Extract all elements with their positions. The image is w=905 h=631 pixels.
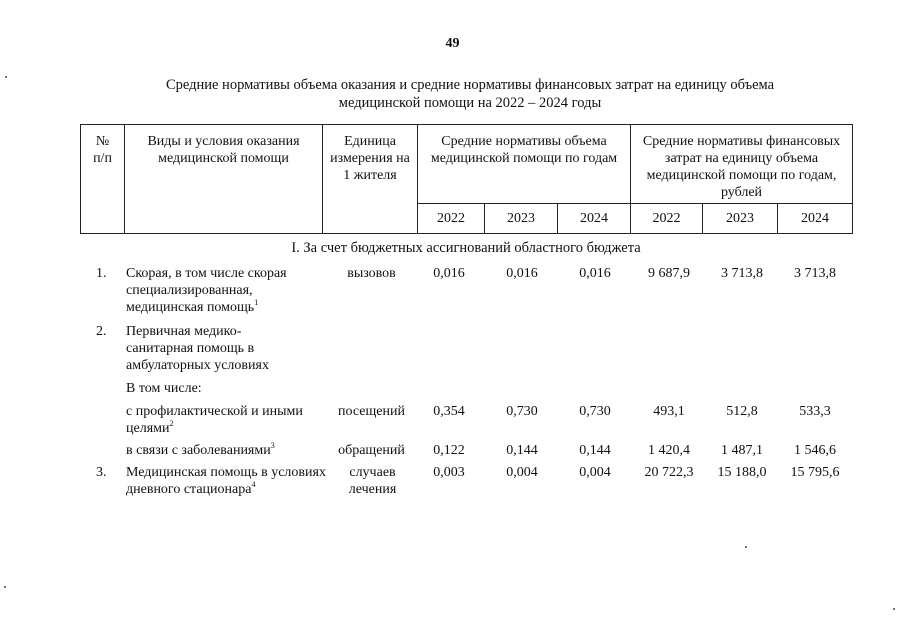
scan-speck [893,608,895,610]
title-line-1: Средние нормативы объема оказания и средние нормативы финансовых затрат на единицу объема [165,77,775,93]
footnote-marker: 2 [169,419,174,428]
footnote-marker: 1 [254,298,259,307]
header-finance: Средние нормативы финансовых затрат на единицу объема медицинской помощи по годам, рублей [631,125,853,204]
row-number: 3. [96,465,107,480]
row-value: 0,016 [506,266,538,281]
row-value: 533,3 [799,404,831,419]
row-value: 15 188,0 [717,465,767,480]
scan-speck [5,76,7,78]
row-value: 1 487,1 [721,443,763,458]
footnote-marker: 4 [251,480,256,489]
row-name: Первичная медико-санитарная помощь в амбулаторных условиях [126,324,269,373]
row-name: в связи с заболеваниями$^3$ [126,441,275,458]
header-year: 2022 [631,204,703,234]
row-unit: случаев лечения [348,465,397,497]
page-title [120,76,820,112]
scan-speck [4,586,6,588]
row-value: 0,354 [433,404,465,419]
section-title: I. За счет бюджетных ассигнований областного бюджета [291,240,641,256]
row-value: 0,003 [433,465,465,480]
footnote-marker: 3 [270,441,275,450]
row-value: 1 420,4 [648,443,690,458]
table-header [80,124,853,234]
row-name: В том числе: [126,381,202,396]
header-volume: Средние нормативы объема медицинской помощи по годам [418,125,631,204]
header-year: 2023 [703,204,778,234]
row-value: 1 546,6 [794,443,836,458]
row-value: 9 687,9 [648,266,690,281]
row-value: 0,004 [579,465,611,480]
row-value: 0,730 [579,404,611,419]
row-unit: обращений [338,443,405,458]
row-value: 0,730 [506,404,538,419]
header-year: 2024 [558,204,631,234]
row-number: 2. [96,324,107,339]
row-value: 0,016 [579,266,611,281]
header-type: Виды и условия оказания медицинской помощи [125,125,323,234]
row-unit: посещений [338,404,405,419]
header-year: 2023 [485,204,558,234]
row-value: 0,016 [433,266,465,281]
row-value: 3 713,8 [794,266,836,281]
header-unit: Единица измерения на 1 жителя [323,125,418,234]
row-value: 493,1 [653,404,685,419]
row-value: 0,144 [506,443,538,458]
scan-speck [745,546,747,548]
row-name: Медицинская помощь в условиях дневного стационара$^4$ [126,465,326,497]
header-year: 2022 [418,204,485,234]
row-number: 1. [96,266,107,281]
row-value: 0,122 [433,443,465,458]
row-value: 512,8 [726,404,758,419]
row-unit: вызовов [347,266,396,281]
title-line-2: медицинской помощи на 2022 – 2024 годы [338,95,602,111]
header-year: 2024 [778,204,853,234]
row-name: Скорая, в том числе скорая специализированная, медицинская помощь$^1$ [126,266,287,315]
row-name: с профилактической и иными целями$^2$ [126,404,303,436]
row-value: 0,004 [506,465,538,480]
page-number: 49 [445,36,460,51]
row-value: 15 795,6 [790,465,840,480]
header-number: № п/п [81,125,125,234]
row-value: 3 713,8 [721,266,763,281]
row-value: 0,144 [579,443,611,458]
row-value: 20 722,3 [644,465,694,480]
